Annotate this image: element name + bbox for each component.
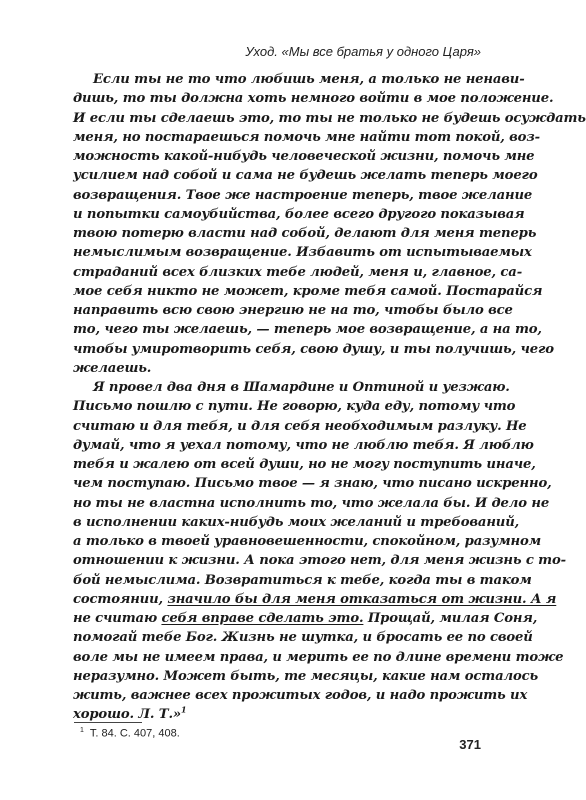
- text-line: желаешь.: [73, 360, 152, 376]
- text-line: тебя и жалею от всей души, но не могу поступить иначе,: [73, 457, 536, 472]
- text-line: жить, важнее всех прожитых годов, и надо прожить их: [73, 688, 528, 703]
- footnote-reference[interactable]: 1: [181, 704, 187, 715]
- text-line: в исполнении каких-нибудь моих желаний и требований,: [73, 514, 520, 530]
- text-line: воле мы не имеем права, и мерить ее по длине времени тоже: [73, 649, 564, 665]
- text-line: чем поступаю. Письмо твое — я знаю, что писано искренно,: [73, 476, 552, 492]
- text-line: неразумно. Может быть, те месяцы, какие нам осталось: [73, 668, 539, 684]
- main-text: [73, 70, 586, 725]
- paragraph-2: [73, 378, 566, 725]
- text-line: можность какой-нибудь человеческой жизни, помочь мне: [73, 149, 535, 164]
- text-line: возвращения. Твое же настроение теперь, твое желание: [73, 187, 533, 203]
- footnote-divider: [74, 722, 142, 723]
- text-line-underlined: состоянии, значило бы для меня отказаться от жизни. А я: [73, 591, 557, 607]
- text-line: усилием над собой и сама не будешь желать теперь моего: [73, 168, 538, 184]
- text-line: но ты не властна исполнить то, что желала бы. И дело не: [73, 495, 550, 511]
- text-line: бой немыслима. Возвратиться к тебе, когда ты в таком: [73, 572, 532, 588]
- text-line: меня, но постараешься помочь мне найти тот покой, воз-: [73, 129, 540, 145]
- footnote-text: Т. 84. С. 407, 408.: [89, 727, 180, 740]
- footnote-marker: 1: [80, 727, 84, 734]
- running-head: Уход. «Мы все братья у одного Царя»: [245, 44, 481, 59]
- text-line: твою потерю власти над собой, делают для меня теперь: [73, 226, 537, 241]
- text-line: отношении к жизни. А пока этого нет, для меня жизнь с то-: [73, 553, 566, 569]
- text-line: думай, что я уехал потому, что не люблю тебя. Я люблю: [73, 437, 534, 453]
- underlined-text: себя вправе сделать это.: [161, 611, 364, 626]
- text-line: мое себя никто не может, кроме тебя самой. Постарайся: [73, 283, 543, 299]
- text-line: страданий всех близких тебе людей, меня и, главное, са-: [73, 264, 523, 280]
- text-line: дишь, то ты должна хоть немного войти в мое положение.: [73, 91, 554, 107]
- page-number: 371: [459, 737, 481, 752]
- text-line: хорошо. Л. Т.»$^1$: [73, 704, 187, 723]
- paragraph-1: [73, 70, 586, 378]
- text-line: чтобы умиротворить себя, свою душу, и ты получишь, чего: [73, 341, 554, 357]
- text-line-underlined: не считаю себя вправе сделать это. Прощай, милая Соня,: [73, 611, 538, 626]
- text-line: считаю и для тебя, и для себя необходимым разлуку. Не: [73, 418, 527, 434]
- text-line: Письмо пошлю с пути. Не говорю, куда еду, потому что: [73, 399, 516, 415]
- footnote: [80, 727, 180, 740]
- text-line: и попытки самоубийства, более всего другого показывая: [73, 206, 525, 222]
- text-line: помогай тебе Бог. Жизнь не шутка, и бросать ее по своей: [73, 630, 533, 646]
- text-line: немыслимым возвращение. Избавить от испытываемых: [73, 245, 532, 261]
- underlined-text: значило бы для меня отказаться от жизни. А я: [167, 591, 557, 607]
- text-line: а только в твоей уравновешенности, спокойном, разумном: [73, 534, 541, 549]
- text-line: И если ты сделаешь это, то ты не только не будешь осуждать: [73, 110, 586, 126]
- text-line: Если ты не то что любишь меня, а только не ненави-: [93, 72, 525, 87]
- text-line: то, чего ты желаешь, — теперь мое возвращение, а на то,: [73, 322, 542, 338]
- text-line: направить всю свою энергию не на то, чтобы было все: [73, 303, 513, 318]
- text-line: Я провел два дня в Шамардине и Оптиной и уезжаю.: [93, 380, 510, 395]
